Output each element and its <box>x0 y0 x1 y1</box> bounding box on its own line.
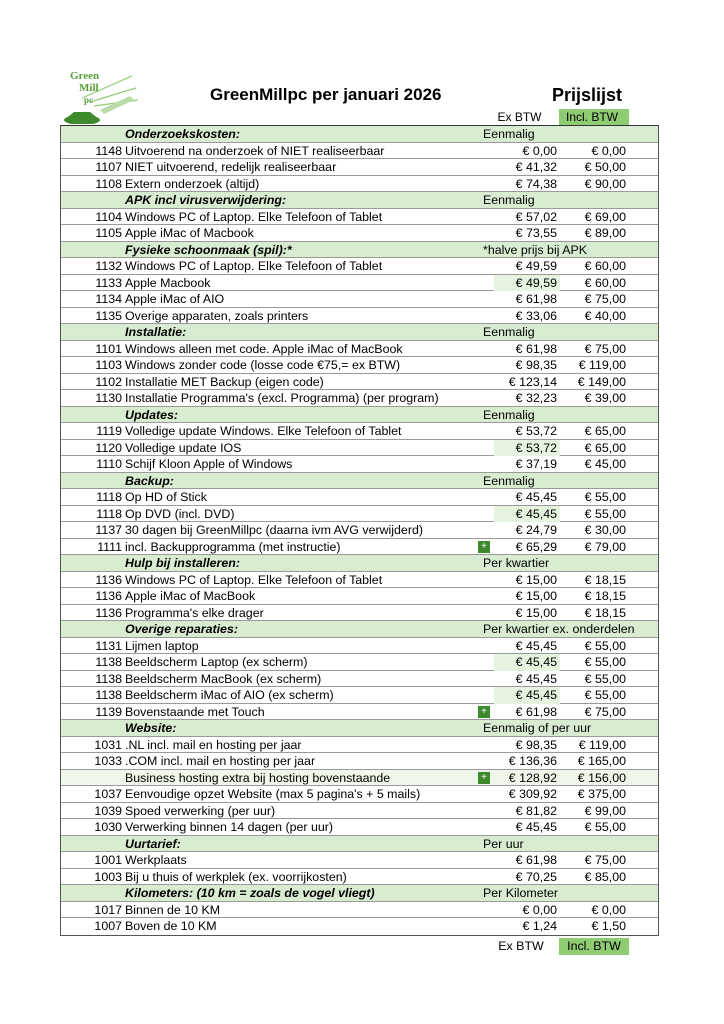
item-code: 1118 <box>96 506 122 521</box>
section-note: Eenmalig <box>483 325 535 339</box>
section-header <box>61 242 658 259</box>
price-incl-btw: € 18,15 <box>584 572 626 587</box>
price-row <box>61 902 658 919</box>
price-incl-btw: € 119,00 <box>578 737 626 752</box>
price-ex-btw: € 15,00 <box>515 605 557 620</box>
price-ex-btw: € 136,36 <box>508 754 557 768</box>
price-ex-btw: € 0,00 <box>522 143 557 158</box>
price-incl-btw: € 75,00 <box>584 292 626 306</box>
item-code: 1110 <box>96 457 122 471</box>
item-description: Binnen de 10 KM <box>125 902 221 917</box>
price-ex-btw: € 0,00 <box>522 902 557 917</box>
section-note: Eenmalig <box>483 407 535 422</box>
section-note: Eenmalig of per uur <box>483 721 592 735</box>
price-row <box>61 374 658 391</box>
price-row <box>61 357 658 374</box>
item-code: 1138 <box>95 688 122 702</box>
price-incl-btw: € 1,50 <box>591 919 626 933</box>
item-code: 1135 <box>95 308 122 323</box>
section-note: Eenmalig <box>483 473 535 488</box>
price-incl-btw: € 0,00 <box>591 902 626 917</box>
price-ex-btw: € 74,38 <box>515 176 557 191</box>
item-code: 1104 <box>95 209 122 224</box>
item-description: Windows zonder code (losse code €75,= ex BTW) <box>125 358 401 372</box>
price-row <box>61 819 658 836</box>
item-code: 1132 <box>95 259 122 273</box>
price-incl-btw: € 99,00 <box>584 803 626 818</box>
section-title: Overige reparaties: <box>125 622 238 636</box>
price-ex-btw: € 15,00 <box>515 589 557 603</box>
price-row <box>61 506 658 523</box>
item-description: Volledige update Windows. Elke Telefoon of Tablet <box>125 424 402 438</box>
section-header <box>61 324 658 341</box>
item-description: Beeldscherm Laptop (ex scherm) <box>125 655 308 669</box>
item-description: Apple iMac of Macbook <box>125 226 254 240</box>
price-ex-btw: € 32,23 <box>515 391 557 405</box>
price-ex-btw: € 1,24 <box>522 919 557 933</box>
item-description: Bij u thuis of werkplek (ex. voorrijkosten) <box>125 869 347 884</box>
price-row <box>61 176 658 193</box>
price-row <box>61 638 658 655</box>
price-ex-btw: € 61,98 <box>515 704 557 719</box>
plus-icon: + <box>478 541 490 553</box>
item-description: Apple iMac of MacBook <box>125 589 256 603</box>
item-code: 1105 <box>95 226 122 240</box>
price-ex-btw: € 45,45 <box>515 490 557 504</box>
plus-icon: + <box>478 772 490 784</box>
item-code: 1037 <box>94 787 122 801</box>
price-incl-btw: € 90,00 <box>584 176 626 191</box>
item-code: 1133 <box>95 275 122 290</box>
price-incl-btw: € 30,00 <box>584 523 626 537</box>
price-ex-btw: € 65,29 <box>515 539 557 554</box>
price-table <box>60 125 659 936</box>
price-row <box>61 852 658 869</box>
item-description: Installatie MET Backup (eigen code) <box>125 374 324 389</box>
price-row <box>61 143 658 160</box>
section-title: Installatie: <box>125 325 187 339</box>
item-description: Beeldscherm MacBook (ex scherm) <box>125 671 322 686</box>
price-ex-btw: € 49,59 <box>494 275 560 292</box>
price-ex-btw: € 45,45 <box>494 687 560 704</box>
item-code: 1138 <box>95 655 122 669</box>
price-incl-btw: € 75,00 <box>584 853 626 867</box>
price-ex-btw: € 15,00 <box>515 572 557 587</box>
price-row <box>61 588 658 605</box>
section-note: *halve prijs bij APK <box>483 242 587 257</box>
item-code: 1139 <box>95 704 122 719</box>
price-row <box>61 225 658 242</box>
item-description: Op HD of Stick <box>125 490 207 504</box>
item-code: 1136 <box>95 605 122 620</box>
section-title: Fysieke schoonmaak (spil):* <box>125 242 292 257</box>
section-title: Backup: <box>125 473 174 488</box>
section-note: Eenmalig <box>483 193 535 207</box>
price-ex-btw: € 53,72 <box>494 440 560 457</box>
price-ex-btw: € 81,82 <box>515 803 557 818</box>
item-code: 1001 <box>94 853 122 867</box>
price-row <box>61 671 658 688</box>
section-title: APK incl virusverwijdering: <box>125 193 287 207</box>
page-title: GreenMillpc per januari 2026 <box>210 85 442 104</box>
item-code: 1103 <box>95 358 122 372</box>
item-description: NIET uitvoerend, redelijk realiseerbaar <box>125 160 337 174</box>
price-ex-btw: € 45,45 <box>494 506 560 523</box>
item-description: Werkplaats <box>125 853 187 867</box>
item-code: 1148 <box>95 143 122 158</box>
section-header <box>61 836 658 853</box>
price-row <box>61 209 658 226</box>
price-ex-btw: € 123,14 <box>508 374 557 389</box>
item-description: Beeldscherm iMac of AIO (ex scherm) <box>125 688 334 702</box>
item-code: 1107 <box>95 160 122 174</box>
price-incl-btw: € 60,00 <box>584 259 626 273</box>
price-row <box>61 786 658 803</box>
item-description: Volledige update IOS <box>125 440 242 455</box>
item-code: 1102 <box>95 374 122 389</box>
item-description: Programma's elke drager <box>125 605 264 620</box>
section-header <box>61 885 658 902</box>
price-row <box>61 605 658 622</box>
item-description: Boven de 10 KM <box>125 919 217 933</box>
item-description: incl. Backupprogramma (met instructie) <box>125 539 341 554</box>
price-row <box>61 522 658 539</box>
price-incl-btw: € 45,00 <box>584 457 626 471</box>
price-incl-btw: € 75,00 <box>584 704 626 719</box>
item-description: Windows PC of Laptop. Elke Telefoon of Tablet <box>125 259 383 273</box>
price-incl-btw: € 55,00 <box>584 638 626 653</box>
price-row <box>61 275 658 292</box>
price-incl-btw: € 55,00 <box>584 490 626 504</box>
section-title: Onderzoekskosten: <box>125 127 240 141</box>
item-code: 1017 <box>94 902 122 917</box>
section-note: Per kwartier <box>483 556 550 570</box>
item-code: 1130 <box>95 391 122 405</box>
price-row <box>61 737 658 754</box>
price-ex-btw: € 61,98 <box>515 853 557 867</box>
price-ex-btw: € 45,45 <box>494 654 560 671</box>
item-description: Op DVD (incl. DVD) <box>125 506 235 521</box>
price-incl-btw: € 39,00 <box>584 391 626 405</box>
price-row <box>61 572 658 589</box>
incl-btw-footer: Incl. BTW <box>559 938 629 955</box>
price-ex-btw: € 49,59 <box>515 259 557 273</box>
price-row <box>61 423 658 440</box>
item-description: Schijf Kloon Apple of Windows <box>125 457 293 471</box>
price-row <box>61 440 658 457</box>
item-code: 1039 <box>94 803 122 818</box>
item-description: Bovenstaande met Touch <box>125 704 265 719</box>
item-description: 30 dagen bij GreenMillpc (daarna ivm AVG verwijderd) <box>125 523 423 537</box>
item-description: Overige apparaten, zoals printers <box>125 308 309 323</box>
item-description: Verwerking binnen 14 dagen (per uur) <box>125 820 334 834</box>
item-code: 1136 <box>95 572 122 587</box>
price-incl-btw: € 75,00 <box>584 341 626 356</box>
price-ex-btw: € 61,98 <box>515 292 557 306</box>
price-row <box>61 390 658 407</box>
price-incl-btw: € 156,00 <box>577 770 626 785</box>
price-row <box>61 654 658 671</box>
price-incl-btw: € 18,15 <box>584 589 626 603</box>
item-code: 1137 <box>95 523 122 537</box>
item-code: 1136 <box>95 589 122 603</box>
price-incl-btw: € 18,15 <box>584 605 626 620</box>
section-title: Updates: <box>125 407 179 422</box>
section-header <box>61 555 658 572</box>
price-incl-btw: € 375,00 <box>577 787 626 801</box>
price-incl-btw: € 0,00 <box>591 143 626 158</box>
item-description: Business hosting extra bij hosting bovenstaande <box>125 770 391 785</box>
section-title: Hulp bij installeren: <box>125 556 240 570</box>
price-ex-btw: € 98,35 <box>515 358 557 372</box>
price-row <box>61 704 658 721</box>
price-row <box>61 489 658 506</box>
price-ex-btw: € 98,35 <box>515 737 557 752</box>
item-code: 1030 <box>94 820 122 834</box>
logo-text-line2: Mill <box>79 82 99 94</box>
section-note: Per uur <box>483 836 524 851</box>
item-code: 1118 <box>96 490 122 504</box>
logo-text-line3: pc <box>84 95 93 105</box>
section-header <box>61 621 658 638</box>
footer-header <box>60 938 657 955</box>
price-ex-btw: € 73,55 <box>515 226 557 240</box>
item-description: Apple iMac of AIO <box>125 292 225 306</box>
price-row <box>61 159 658 176</box>
price-ex-btw: € 45,45 <box>515 820 557 834</box>
item-code: 1131 <box>95 638 122 653</box>
section-note: Per kwartier ex. onderdelen <box>483 622 635 636</box>
greenmill-logo <box>60 62 144 124</box>
price-incl-btw: € 79,00 <box>584 539 626 554</box>
item-code: 1138 <box>95 671 122 686</box>
item-code: 1111 <box>97 539 122 554</box>
item-description: Lijmen laptop <box>125 638 199 653</box>
section-note: Per Kilometer <box>483 886 559 900</box>
price-ex-btw: € 37,19 <box>515 457 557 471</box>
item-description: .NL incl. mail en hosting per jaar <box>125 737 302 752</box>
item-description: Extern onderzoek (altijd) <box>125 176 260 191</box>
price-incl-btw: € 165,00 <box>577 754 626 768</box>
item-code: 1101 <box>95 341 122 356</box>
pricelist-label: Prijslijst <box>552 85 623 105</box>
price-row <box>61 803 658 820</box>
price-ex-btw: € 309,92 <box>508 787 557 801</box>
price-ex-btw: € 24,79 <box>515 523 557 537</box>
item-description: Installatie Programma's (excl. Programma) (per program) <box>125 391 439 405</box>
price-incl-btw: € 149,00 <box>577 374 626 389</box>
item-code: 1108 <box>95 176 122 191</box>
price-ex-btw: € 61,98 <box>515 341 557 356</box>
section-title: Kilometers: (10 km = zoals de vogel vliegt) <box>125 886 375 900</box>
price-incl-btw: € 55,00 <box>584 671 626 686</box>
price-row <box>61 918 658 935</box>
plus-icon: + <box>478 706 490 718</box>
item-description: Uitvoerend na onderzoek of NIET realiseerbaar <box>125 143 385 158</box>
price-incl-btw: € 85,00 <box>584 869 626 884</box>
section-header <box>61 407 658 424</box>
item-description: Windows alleen met code. Apple iMac of MacBook <box>125 341 403 356</box>
price-ex-btw: € 57,02 <box>515 209 557 224</box>
section-header <box>61 473 658 490</box>
price-ex-btw: € 45,45 <box>515 671 557 686</box>
price-row <box>61 753 658 770</box>
item-description: Eenvoudige opzet Website (max 5 pagina's + 5 mails) <box>125 787 421 801</box>
price-ex-btw: € 33,06 <box>515 308 557 323</box>
item-code: 1003 <box>94 869 122 884</box>
price-row <box>61 341 658 358</box>
price-row <box>61 291 658 308</box>
price-ex-btw: € 45,45 <box>515 638 557 653</box>
price-incl-btw: € 55,00 <box>584 820 626 834</box>
price-ex-btw: € 128,92 <box>508 770 557 785</box>
item-description: Spoed verwerking (per uur) <box>125 803 276 818</box>
item-code: 1134 <box>95 292 122 306</box>
price-incl-btw: € 55,00 <box>584 506 626 521</box>
section-title: Website: <box>125 721 177 735</box>
price-incl-btw: € 69,00 <box>584 209 626 224</box>
price-row <box>61 308 658 325</box>
item-code: 1033 <box>94 754 122 768</box>
ex-btw-footer: Ex BTW <box>498 939 544 953</box>
price-incl-btw: € 65,00 <box>584 424 626 438</box>
price-ex-btw: € 41,32 <box>515 160 557 174</box>
price-row <box>61 539 658 556</box>
item-code: 1031 <box>94 737 122 752</box>
section-header <box>61 720 658 737</box>
price-row <box>61 456 658 473</box>
price-ex-btw: € 70,25 <box>515 869 557 884</box>
item-description: Windows PC of Laptop. Elke Telefoon of Tablet <box>125 572 383 587</box>
section-title: Uurtarief: <box>125 836 181 851</box>
price-incl-btw: € 65,00 <box>584 440 626 455</box>
price-ex-btw: € 53,72 <box>515 424 557 438</box>
price-incl-btw: € 119,00 <box>578 358 626 372</box>
item-description: Apple Macbook <box>125 275 211 290</box>
price-incl-btw: € 55,00 <box>584 688 626 702</box>
section-header <box>61 126 658 143</box>
price-incl-btw: € 55,00 <box>584 655 626 669</box>
item-description: Windows PC of Laptop. Elke Telefoon of Tablet <box>125 209 383 224</box>
price-row <box>61 687 658 704</box>
price-incl-btw: € 60,00 <box>584 275 626 290</box>
item-code: 1007 <box>94 919 122 933</box>
item-code: 1120 <box>95 440 122 455</box>
section-header <box>61 192 658 209</box>
item-description: .COM incl. mail en hosting per jaar <box>125 754 316 768</box>
price-row <box>61 258 658 275</box>
price-incl-btw: € 40,00 <box>584 308 626 323</box>
item-code: 1119 <box>96 424 122 438</box>
logo-text-line1: Green <box>70 70 100 82</box>
price-incl-btw: € 50,00 <box>584 160 626 174</box>
price-row <box>61 869 658 886</box>
price-row <box>61 770 658 787</box>
price-incl-btw: € 89,00 <box>584 226 626 240</box>
section-note: Eenmalig <box>483 127 535 141</box>
ex-btw-header: Ex BTW <box>497 110 542 124</box>
incl-btw-header: Incl. BTW <box>559 109 629 125</box>
